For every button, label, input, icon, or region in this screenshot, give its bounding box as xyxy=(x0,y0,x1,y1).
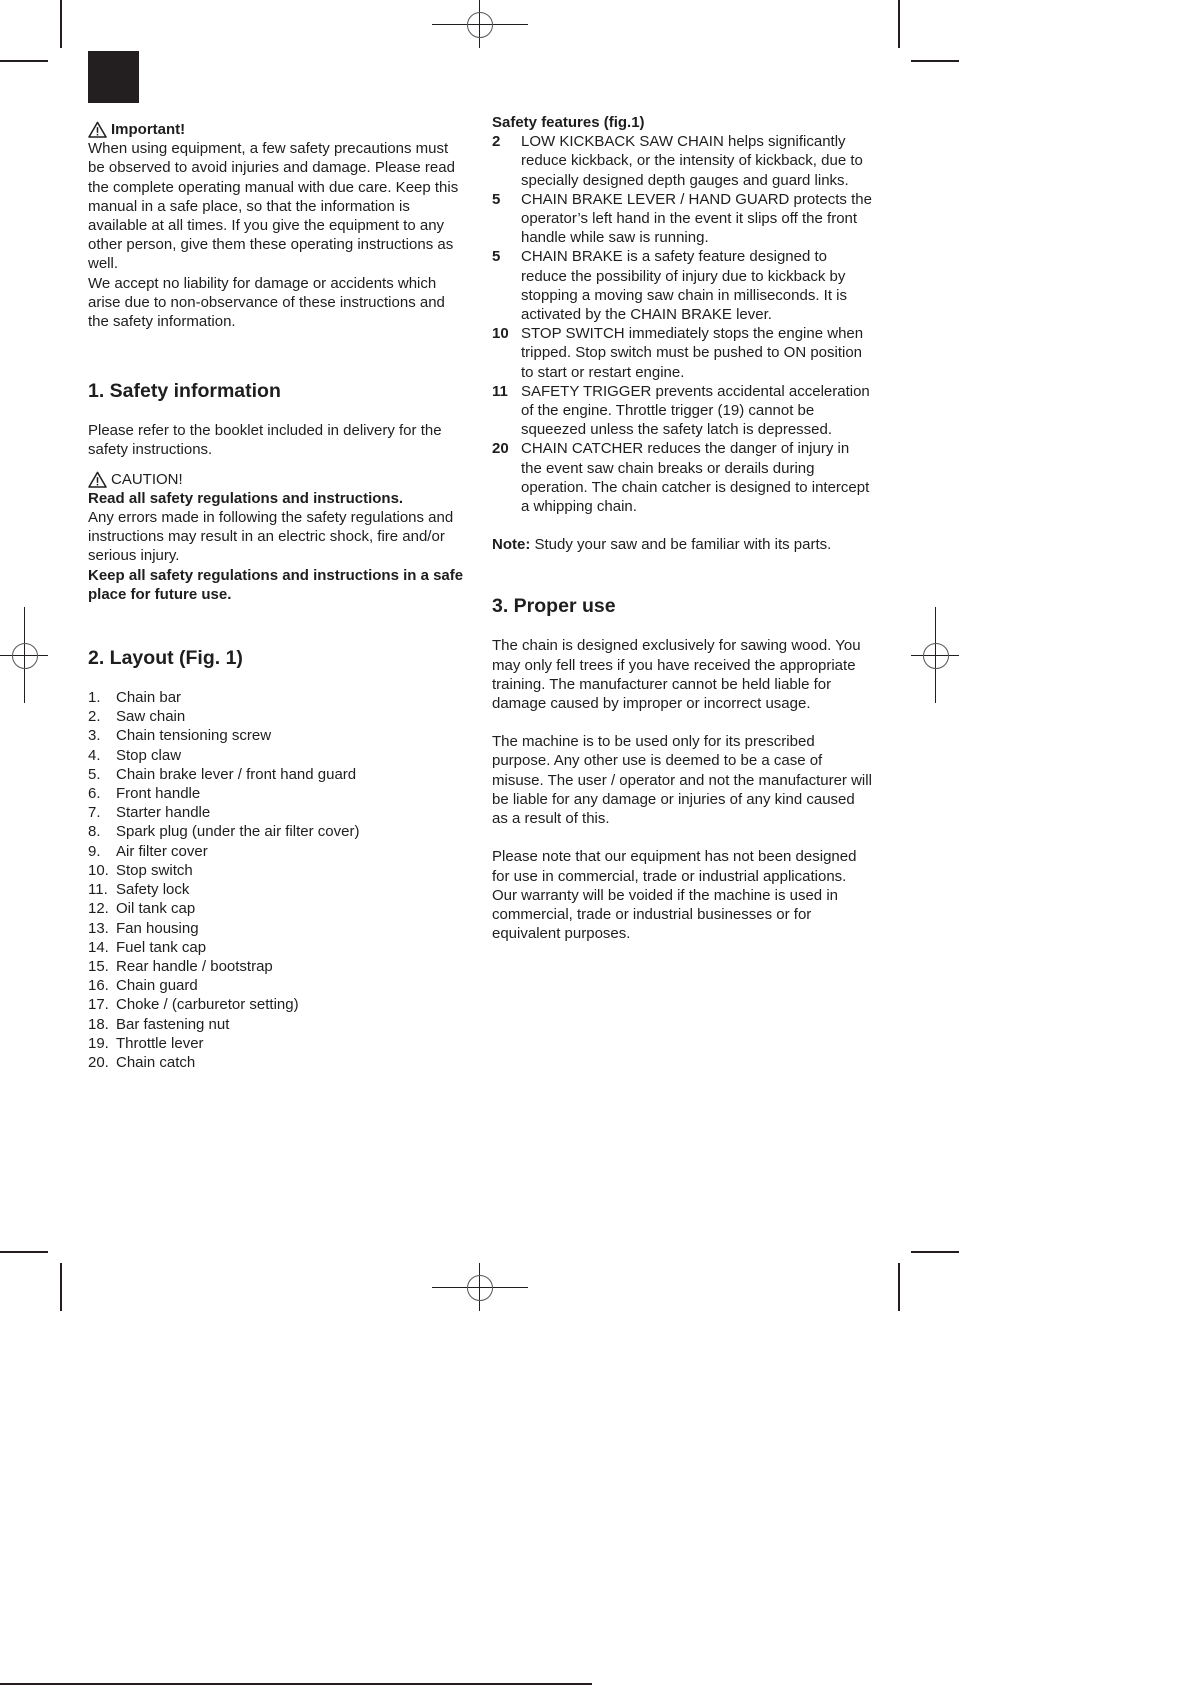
item-label: Chain tensioning screw xyxy=(116,727,272,745)
item-label: Air filter cover xyxy=(116,842,208,860)
liability-paragraph: We accept no liability for damage or accidents which arise due to non-observance of these instructions and the safety information. xyxy=(88,274,445,331)
item-label: Fuel tank cap xyxy=(116,938,207,956)
list-item xyxy=(88,688,468,707)
section-heading-layout: 2. Layout (Fig. 1) xyxy=(88,647,243,670)
item-number: 3. xyxy=(88,727,101,745)
list-item xyxy=(88,995,468,1014)
crop-mark xyxy=(911,60,959,62)
item-label: Chain bar xyxy=(116,689,182,707)
list-item xyxy=(88,1034,468,1053)
feature-number: 2 xyxy=(492,133,501,151)
item-label: Safety lock xyxy=(116,881,190,899)
crop-mark xyxy=(911,1251,959,1253)
feature-number: 20 xyxy=(492,440,509,458)
feature-text: CHAIN BRAKE is a safety feature designed to reduce the possibility of injury due to kickback by stopping a moving saw chain in milliseconds. It is activated by the CHAIN BRAKE lever. xyxy=(521,248,847,324)
right-column xyxy=(492,113,872,943)
item-number: 5. xyxy=(88,765,101,783)
registration-circle xyxy=(923,643,949,669)
list-item xyxy=(88,842,468,861)
safety-feature-item xyxy=(492,439,872,516)
item-label: Stop claw xyxy=(116,746,182,764)
item-number: 15. xyxy=(88,957,109,975)
feature-text: SAFETY TRIGGER prevents accidental acceleration of the engine. Throttle trigger (19) cannot be squeezed unless the safety latch is depressed. xyxy=(521,382,870,439)
safety-feature-item xyxy=(492,382,872,440)
list-item xyxy=(88,880,468,899)
item-number: 12. xyxy=(88,900,109,918)
item-label: Oil tank cap xyxy=(116,900,196,918)
item-number: 17. xyxy=(88,996,109,1014)
caution-text: Any errors made in following the safety regulations and instructions may result in an electric shock, fire and/or serious injury. xyxy=(88,509,454,565)
caution-bold-read: Read all safety regulations and instructions. xyxy=(88,489,404,507)
section-heading-safety-information: 1. Safety information xyxy=(88,380,281,403)
feature-number: 5 xyxy=(492,190,501,208)
item-label: Stop switch xyxy=(116,861,193,879)
list-item xyxy=(88,1053,468,1072)
safety-features-heading: Safety features (fig.1) xyxy=(492,114,645,131)
list-item xyxy=(88,861,468,880)
item-label: Chain catch xyxy=(116,1053,196,1071)
item-label: Chain brake lever / front hand guard xyxy=(116,765,357,783)
important-heading xyxy=(88,120,468,139)
item-label: Fan housing xyxy=(116,919,199,937)
item-number: 19. xyxy=(88,1034,109,1052)
list-item xyxy=(88,784,468,803)
crop-mark xyxy=(0,1251,48,1253)
item-label: Rear handle / bootstrap xyxy=(116,957,273,975)
item-label: Spark plug (under the air filter cover) xyxy=(116,823,360,841)
list-item xyxy=(88,765,468,784)
important-paragraph: When using equipment, a few safety precautions must be observed to avoid injuries and damage. Please read the complete operating manual with due care. Keep this manual in a safe place, so that the information is available at all times. If you give the equipment to any other person, give them these operating instructions as well. xyxy=(88,140,459,273)
crop-mark xyxy=(60,0,62,48)
list-item xyxy=(88,899,468,918)
item-number: 14. xyxy=(88,938,109,956)
item-number: 18. xyxy=(88,1015,109,1033)
item-label: Chain guard xyxy=(116,977,198,995)
crop-mark xyxy=(898,1263,900,1311)
item-number: 1. xyxy=(88,689,101,707)
item-number: 10. xyxy=(88,861,109,879)
bottom-rule xyxy=(0,1683,592,1685)
caution-heading xyxy=(88,470,468,489)
list-item xyxy=(88,822,468,841)
safety-feature-item xyxy=(492,190,872,248)
item-label: Throttle lever xyxy=(116,1034,204,1052)
list-item xyxy=(88,919,468,938)
feature-number: 11 xyxy=(492,382,508,400)
item-label: Starter handle xyxy=(116,804,211,822)
crop-mark xyxy=(0,60,48,62)
item-number: 6. xyxy=(88,785,101,803)
list-item xyxy=(88,1015,468,1034)
registration-circle xyxy=(12,643,38,669)
feature-number: 5 xyxy=(492,248,501,266)
registration-circle xyxy=(467,12,493,38)
safety-feature-item xyxy=(492,247,872,324)
left-column xyxy=(88,120,468,1072)
safety-intro: Please refer to the booklet included in delivery for the safety instructions. xyxy=(88,422,442,459)
feature-text: LOW KICKBACK SAW CHAIN helps significantly reduce kickback, or the intensity of kickback, due to specially designed depth gauges and guard links. xyxy=(521,133,863,189)
caution-title: CAUTION! xyxy=(111,470,183,488)
feature-text: CHAIN CATCHER reduces the danger of injury in the event saw chain breaks or derails during operation. The chain catcher is designed to intercept a whipping chain. xyxy=(521,440,870,516)
section-heading-proper-use: 3. Proper use xyxy=(492,595,616,618)
registration-circle xyxy=(467,1275,493,1301)
note-text: Study your saw and be familiar with its parts. xyxy=(530,536,832,554)
important-title: Important! xyxy=(111,121,186,138)
list-item xyxy=(88,976,468,995)
note-label: Note: xyxy=(492,536,531,554)
feature-number: 10 xyxy=(492,325,509,343)
caution-bold-keep: Keep all safety regulations and instructions in a safe place for future use. xyxy=(88,566,464,603)
item-number: 16. xyxy=(88,977,109,995)
item-number: 9. xyxy=(88,842,101,860)
proper-use-paragraph: The machine is to be used only for its prescribed purpose. Any other use is deemed to be a case of misuse. The user / operator and not the manufacturer will be liable for any damage or injuries of any kind caused as a result of this. xyxy=(492,733,872,828)
item-label: Saw chain xyxy=(116,708,186,726)
proper-use-paragraph: The chain is designed exclusively for sawing wood. You may only fell trees if you have received the appropriate training. The manufacturer cannot be held liable for damage caused by improper or incorrect usage. xyxy=(492,637,861,713)
warning-triangle-icon xyxy=(88,121,107,138)
item-number: 4. xyxy=(88,746,101,764)
language-tab-block xyxy=(88,51,139,103)
item-label: Bar fastening nut xyxy=(116,1015,230,1033)
item-number: 20. xyxy=(88,1053,109,1071)
item-number: 2. xyxy=(88,708,101,726)
item-label: Front handle xyxy=(116,785,201,803)
safety-feature-item xyxy=(492,324,872,382)
item-number: 7. xyxy=(88,804,101,822)
feature-text: STOP SWITCH immediately stops the engine when tripped. Stop switch must be pushed to ON position to start or restart engine. xyxy=(521,325,864,381)
item-number: 13. xyxy=(88,919,109,937)
list-item xyxy=(88,957,468,976)
feature-text: CHAIN BRAKE LEVER / HAND GUARD protects the operator’s left hand in the event it slips off the front handle while saw is running. xyxy=(521,190,872,247)
list-item xyxy=(88,803,468,822)
list-item xyxy=(88,707,468,726)
list-item xyxy=(88,746,468,765)
crop-mark xyxy=(898,0,900,48)
safety-feature-item xyxy=(492,132,872,190)
proper-use-paragraph: Please note that our equipment has not been designed for use in commercial, trade or industrial applications. Our warranty will be voided if the machine is used in commercial, trade or industrial businesses or for equivalent purposes. xyxy=(492,848,857,943)
item-number: 11. xyxy=(88,881,108,899)
list-item xyxy=(88,938,468,957)
parts-list xyxy=(88,688,468,1072)
item-label: Choke / (carburetor setting) xyxy=(116,996,299,1014)
warning-triangle-icon xyxy=(88,471,107,488)
item-number: 8. xyxy=(88,823,101,841)
crop-mark xyxy=(60,1263,62,1311)
note xyxy=(492,535,872,554)
list-item xyxy=(88,726,468,745)
